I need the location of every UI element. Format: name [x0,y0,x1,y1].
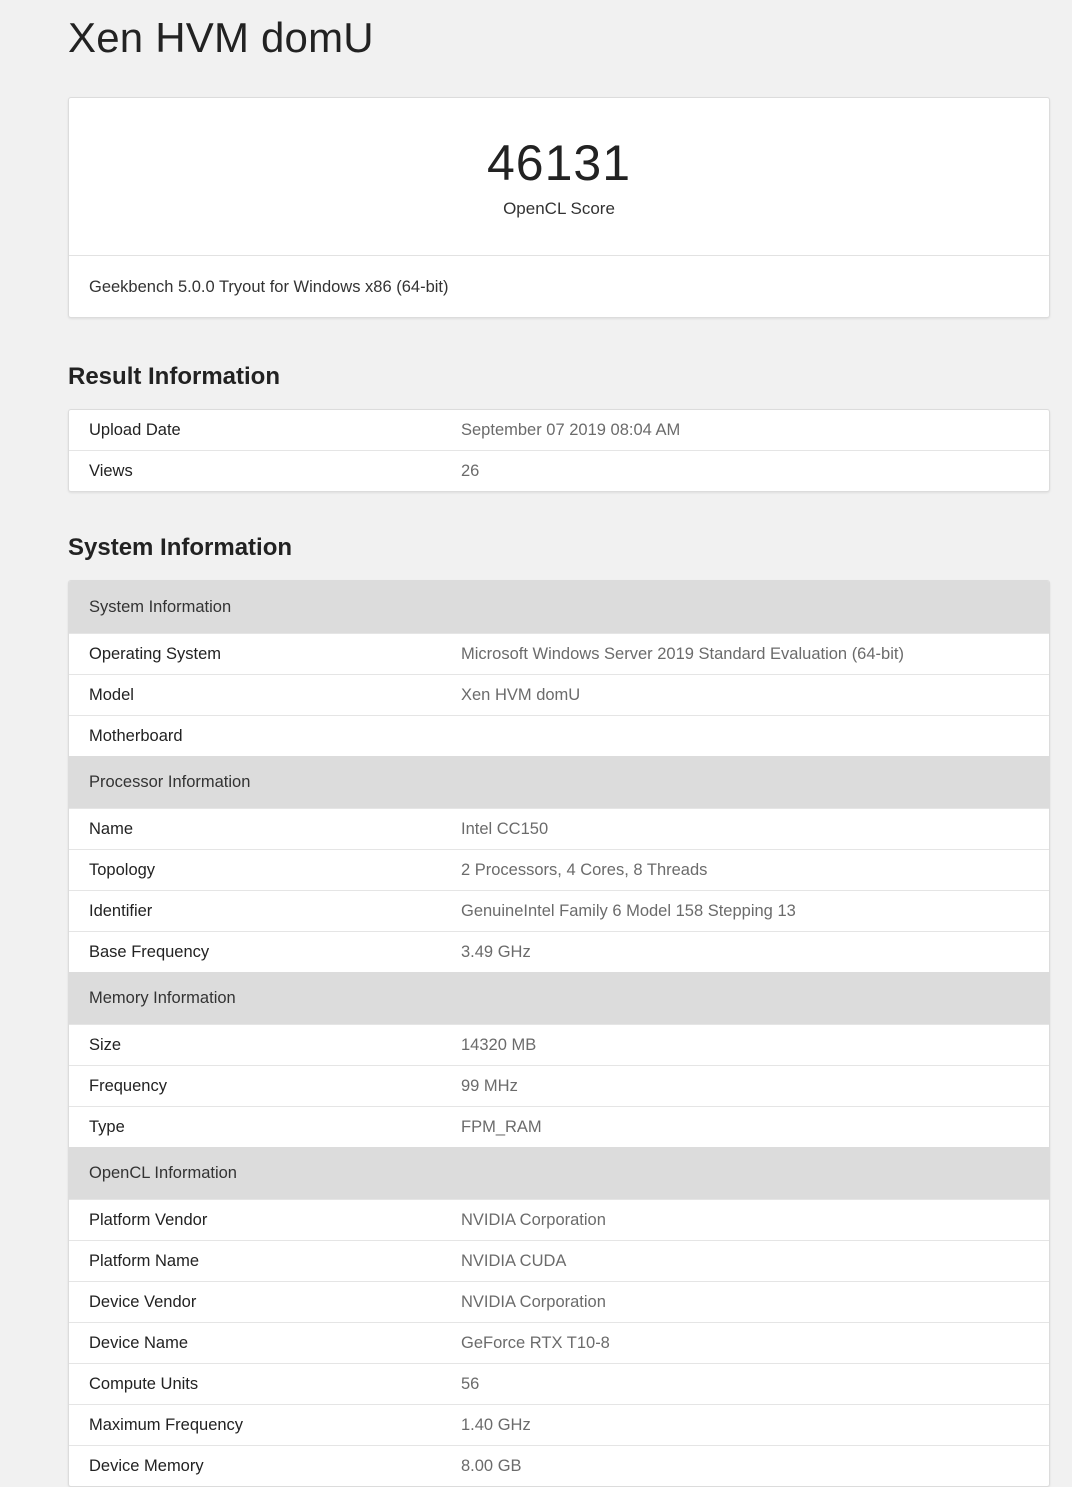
row-value: GeForce RTX T10-8 [461,1334,610,1352]
group-header-opencl: OpenCL Information [69,1147,1049,1199]
table-row [69,450,1049,491]
row-value: NVIDIA Corporation [461,1293,606,1311]
table-row [69,1404,1049,1445]
score-card [68,97,1050,318]
row-key: Motherboard [89,727,183,745]
row-key: Device Vendor [89,1293,197,1311]
row-value: FPM_RAM [461,1118,542,1136]
table-row [69,931,1049,972]
row-value: 8.00 GB [461,1457,522,1475]
row-key: Base Frequency [89,943,210,961]
row-key: Type [89,1118,125,1136]
table-row [69,1281,1049,1322]
table-row [69,808,1049,849]
row-key: Upload Date [89,421,181,439]
system-information-title: System Information [68,534,293,561]
table-row [69,890,1049,931]
system-information-table [68,580,1050,1487]
row-key: Frequency [89,1077,167,1095]
row-value: 56 [461,1375,480,1393]
row-value: 26 [461,462,480,480]
table-row [69,633,1049,674]
row-value: 99 MHz [461,1077,518,1095]
row-key: Device Name [89,1334,189,1352]
row-key: Operating System [89,645,222,663]
group-header-memory: Memory Information [69,972,1049,1024]
row-key: Views [89,462,133,480]
page-title: Xen HVM domU [68,14,374,61]
row-value: GenuineIntel Family 6 Model 158 Stepping 13 [461,902,796,920]
table-row [69,1240,1049,1281]
table-row [69,1065,1049,1106]
row-key: Model [89,686,134,704]
result-information-table [68,409,1050,492]
opencl-score-value: 46131 [486,135,632,191]
row-value: NVIDIA Corporation [461,1211,606,1229]
row-value: Xen HVM domU [461,686,581,704]
score-summary [69,98,1049,256]
table-row [69,1106,1049,1147]
row-value: 2 Processors, 4 Cores, 8 Threads [461,861,708,879]
table-row [69,715,1049,756]
row-key: Platform Vendor [89,1211,208,1229]
row-value: 1.40 GHz [461,1416,531,1434]
row-key: Compute Units [89,1375,199,1393]
table-row [69,1363,1049,1404]
row-key: Identifier [89,902,153,920]
group-header-processor: Processor Information [69,756,1049,808]
row-value: September 07 2019 08:04 AM [461,421,681,439]
row-key: Size [89,1036,122,1054]
row-value: 14320 MB [461,1036,537,1054]
table-row [69,410,1049,450]
table-row [69,674,1049,715]
benchmark-version: Geekbench 5.0.0 Tryout for Windows x86 (64-bit) [89,278,449,296]
table-row [69,1199,1049,1240]
row-value: 3.49 GHz [461,943,531,961]
row-value: NVIDIA CUDA [461,1252,567,1270]
row-key: Maximum Frequency [89,1416,244,1434]
result-information-title: Result Information [68,363,281,390]
table-row [69,1024,1049,1065]
table-row [69,849,1049,890]
row-value: Intel CC150 [461,820,549,838]
row-key: Name [89,820,134,838]
table-row [69,1322,1049,1363]
row-key: Topology [89,861,156,879]
row-value [461,716,1049,756]
row-value: Microsoft Windows Server 2019 Standard Evaluation (64-bit) [461,645,904,663]
group-header-system: System Information [69,581,1049,633]
row-key: Platform Name [89,1252,200,1270]
row-key: Device Memory [89,1457,204,1475]
opencl-score-label: OpenCL Score [503,199,615,218]
